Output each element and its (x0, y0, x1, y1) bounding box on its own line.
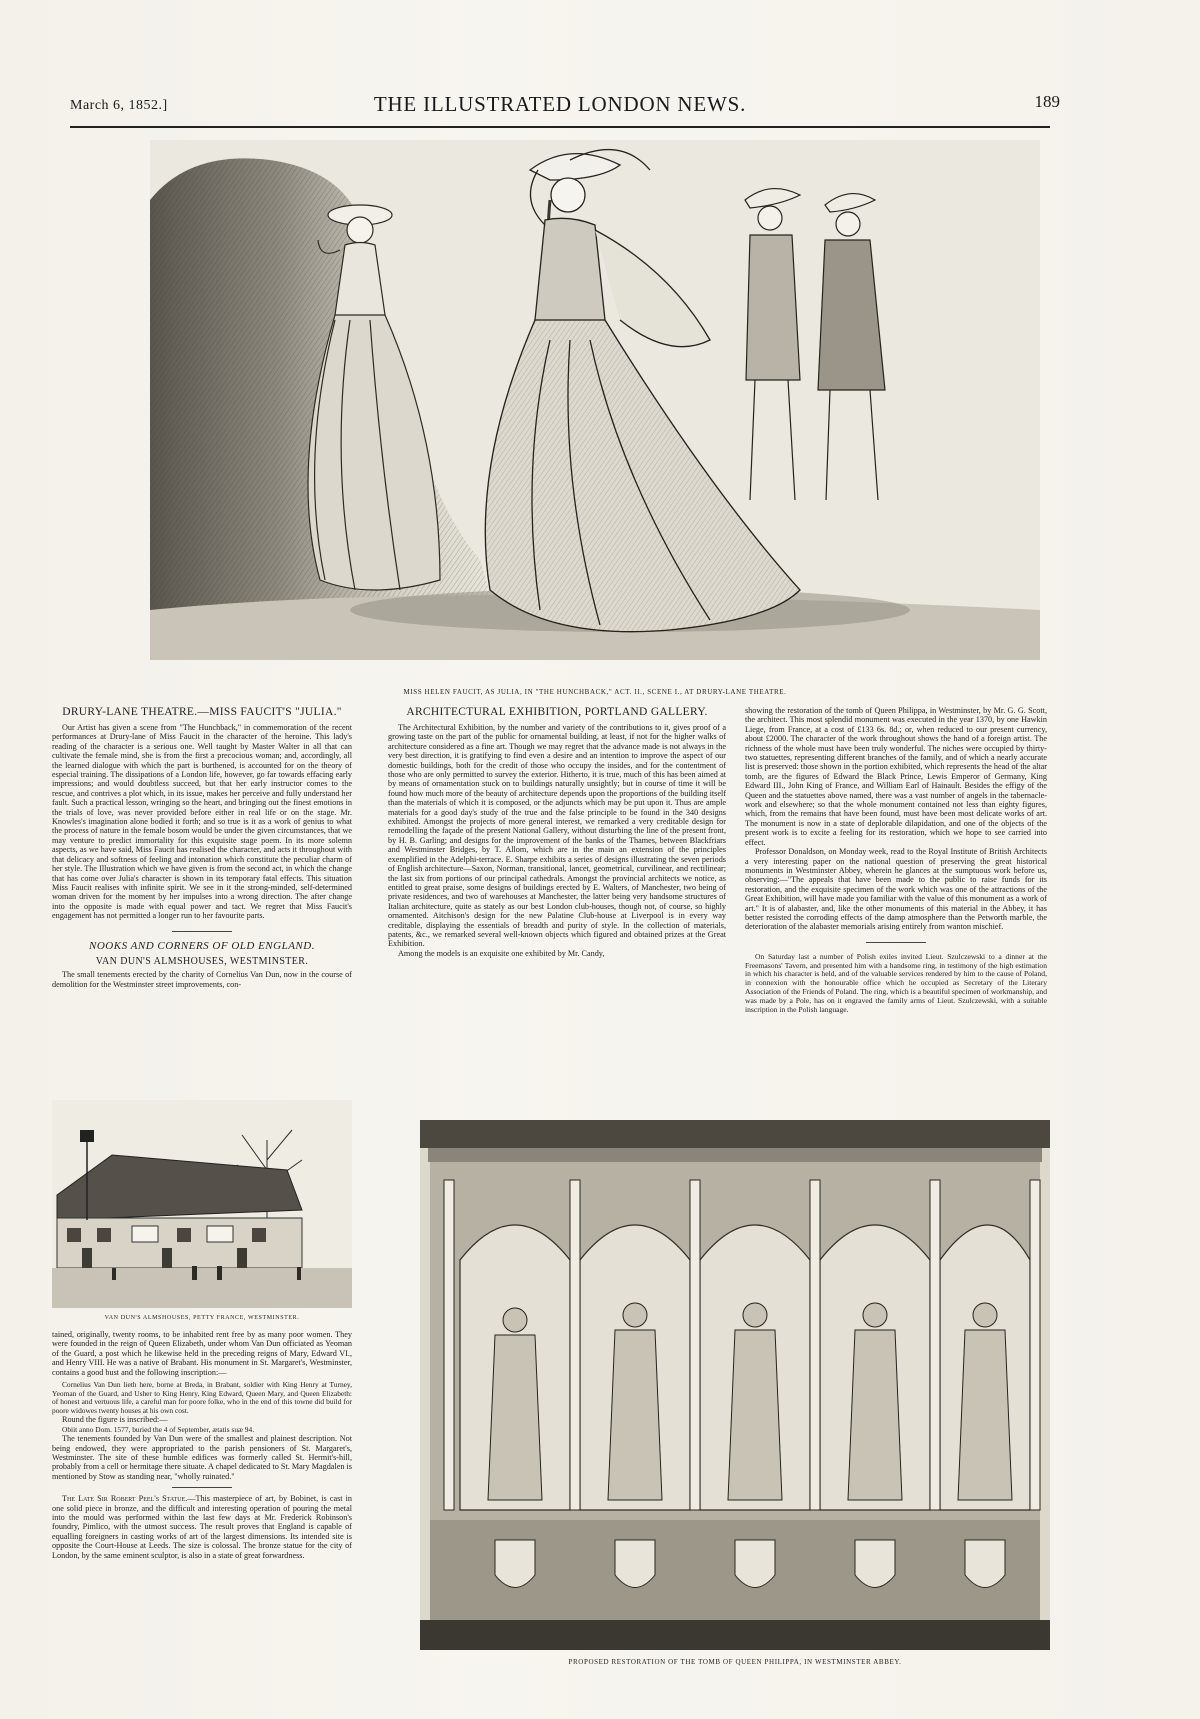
julia-engraving (150, 140, 1040, 660)
column-1-continued (52, 1330, 352, 1560)
van-dun-continued: tained, originally, twenty rooms, to be inhabited rent free by as many poor women. They were founded in the reign of Queen Elizabeth, under whom Van Dun officiated as Yeoman of the Guard, a post which he likewise held in the preceding reigns of Mary, Edward VI., and Henry VIII. He was a native of Brabant. His monument in St. Margaret's, Westminster, contains a good bust and the following inscription:— (52, 1330, 352, 1377)
peel-statue-body: —This masterpiece of art, by Bobinet, is cast in one solid piece in bronze, and the difficult and interesting operation of pouring the metal into the mould was performed within the last few days at Mr. Frederick Robinson's foundry, Pimlico, with the utmost success. The result proves that England is capable of equalling foreigners in casting works of art of the largest dimensions. Its intended site is opposite the Court-House at Leeds. The size is colossal. The bronze statue for the city of London, by the same eminent sculptor, is also in a state of great forwardness. (52, 1494, 353, 1560)
column-1 (52, 706, 352, 989)
almshouses-caption: VAN DUN'S ALMSHOUSES, PETTY FRANCE, WESTMINSTER. (104, 1315, 300, 1321)
tomb-caption: PROPOSED RESTORATION OF THE TOMB OF QUEEN PHILIPPA, IN WESTMINSTER ABBEY. (568, 1658, 902, 1666)
donaldson-text: Professor Donaldson, on Monday week, read to the Royal Institute of British Architects a very interesting paper on the national question of preserving the great historical monuments in Westminster Abbey, wherein he glances at the sumptuous work before us, observing:—"The appeals that have been made to the public to raise funds for its restoration, and the exquisite specimen of the work which was one of the attractions of the Great Exhibition, will have made you familiar with the value of this monument as a work of art." It is of alabaster, and, like the other monuments of this material in the Abbey, it has better resisted the corroding effects of the damp atmosphere than the Petworth marble, the deterioration of the alabaster memorials arising entirely from wanton mischief. (745, 847, 1047, 932)
tomb-description: showing the restoration of the tomb of Queen Philippa, in Westminster, by Mr. G. G. Scott, the architect. This most splendid monument was executed in the year 1370, by one Hawkin Liege, from France, at a cost of £133 6s. 8d.; or, when reduced to our present currency, about £2000. The character of the work throughout shows the hand of a foreign artist. The richness of the whole must have been truly wonderful. The niches were occupied by thirty-two statuettes, representing different branches of the family, and of which a nearly accurate list is preserved: those shown in the portion exhibited, which represents the head of the altar tomb, are the figures of Edward the Black Prince, Lewis Emperor of Germany, King Edward III., John King of France, and William Earl of Hainault. Besides the effigy of the Queen and the statuettes above named, there was a vast number of angels in the tabernacle-work and elsewhere; so that the whole monument contained not less than eighty figures, which, from the remains that have been found, must have been most delicate works of art. The monument is now in a state of deplorable dilapidation, and one of the objects of the present work is to excite a feeling for its restoration, which we hope to see carried into effect. (745, 706, 1047, 847)
obit-text: Obiit anno Dom. 1577, buried the 4 of September, ætatis suæ 94. (62, 1424, 255, 1434)
models-text: Among the models is an exquisite one exhibited by Mr. Candy, (398, 948, 605, 958)
tenements-text: The tenements founded by Van Dun were of the smallest and plainest description. Not being endowed, they were appropriated to the parish pensioners of St. Margaret's, Westminster. The site of these humble edifices was formerly called St. Hermit's-hill, probably from a cell or hermitage there situate. A chapel dedicated to St. Mary Magdalen is mentioned by Stow as standing near, "wholly ruinated." (52, 1434, 352, 1481)
julia-caption: MISS HELEN FAUCIT, AS JULIA, IN "THE HUNCHBACK," ACT. II., SCENE I., AT DRURY-LANE THEATRE. (403, 688, 787, 696)
van-dun-intro: The small tenements erected by the charity of Cornelius Van Dun, now in the course of demolition for the Westminster street improvements, con- (52, 970, 352, 989)
column-3 (745, 706, 1047, 1014)
round-figure-text: Round the figure is inscribed:— (62, 1415, 168, 1425)
peel-statue-lead: The Late Sir Robert Peel's Statue. (62, 1494, 188, 1504)
column-2 (388, 706, 726, 958)
polish-exiles-text: On Saturday last a number of Polish exiles invited Lieut. Szulczewski to a dinner at the Freemasons' Tavern, and presented him with a handsome ring, in testimony of the high estimation in which his character is held, and of the valuable services rendered by him to the cause of Poland, in connexion with the honourable office which he occupied as Secretary of the Literary Association of the Friends of Poland. The ring, which is a beautiful specimen of workmanship, and was made by a Pole, has on it engraved the family arms of Lieut. Szulczewski, with a suitable inscription in the Polish language. (745, 951, 1047, 1014)
drury-lane-body: Our Artist has given a scene from "The Hunchback," in commemoration of the recent performances at Drury-lane of Miss Faucit in the character of the heroine. This lady's reading of the character is a serious one. Well taught by Master Walter in all that can cultivate the female mind, she is from the first a precocious woman; and, accordingly, all the learned dialogue with which the part is burthened, is accounted for on the theory of especial training. The dissipations of a London life, however, go far towards effacing early impressions; and would doubtless succeed, but that her early instructor comes to the rescue, and contrives a plot which, in its issue, makes her perceive and fully understand her fault. Such a practical lesson, wringing so the heart, and bringing out the finest emotions in the trials of love, was never provided before either in real life or on the stage. Mr. Knowles's imagination alone bodied it forth; and so true is it as a work of genius to what the process of nature in the female bosom would be under the given circumstances, that we may venture to predict immortality for this exquisite stage poem. In its more solemn aspects, as we have said, Miss Faucit has realised the character, and acts it throughout with that delicacy and softness of feeling and intonation which constitute the peculiar charm of her style. The Illustration which we have given is from the second act, in which the change that has come over Julia's character is shown in its temporary fatal effects. This situation Miss Faucit realises with infinite spirit. We see in it the strong-minded, self-determined woman driven for the moment by her impulses into a wrong direction. The after change into the opposite is made with equal power and tact. We regret that Miss Faucit's engagement has not permitted a longer run to her favourite parts. (52, 723, 352, 921)
issue-date: March 6, 1852.] (70, 98, 168, 113)
almshouses-engraving (52, 1100, 352, 1308)
section-divider-3 (866, 942, 926, 943)
julia-engraving-drawing (150, 140, 1040, 660)
peel-statue-text (52, 1494, 352, 1560)
page-number: 189 (1034, 92, 1060, 111)
tomb-drawing (420, 1120, 1050, 1650)
architectural-headline: ARCHITECTURAL EXHIBITION, PORTLAND GALLERY. (406, 706, 708, 718)
nooks-headline: NOOKS AND CORNERS OF OLD ENGLAND. (89, 939, 315, 952)
newspaper-title: THE ILLUSTRATED LONDON NEWS. (373, 92, 747, 116)
van-dun-headline: VAN DUN'S ALMSHOUSES, WESTMINSTER. (95, 955, 309, 967)
drury-lane-headline: DRURY-LANE THEATRE.—MISS FAUCIT'S "JULIA." (62, 706, 342, 718)
van-dun-inscription: Cornelius Van Dun lieth here, borne at Breda, in Brabant, soldier with King Henry at Turney, Yeoman of the Guard, and Usher to King Henry, King Edward, Queen Mary, and Queen Elizabeth: of honest and vertuous life, a careful man for poore folke, who in the end of this towne did build for poore widowes twenty houses at his own cost. (52, 1380, 352, 1415)
masthead (70, 92, 1060, 128)
section-divider-2 (172, 1487, 232, 1488)
tomb-engraving (420, 1120, 1050, 1650)
section-divider (172, 931, 232, 932)
almshouses-drawing (52, 1100, 352, 1308)
architectural-body: The Architectural Exhibition, by the number and variety of the contributions to it, gives proof of a growing taste on the part of the public for ornamental building, at least, if not for the higher walks of architecture considered as a fine art. Though we may regret that the advance made is not always in the very best direction, it is gratifying to find even a desire and an intention to improve the aspect of our domestic buildings, both for the credit of those who occupy the insides, and for the contentment of those who are only permitted to survey the exterior. Hitherto, it is true, much of this has been aimed at by means of ornamentation stuck on to buildings naturally unsightly; but in course of time it will be found how much more of the beauty of architecture depends upon the proportions of the building itself than the materials of which it is composed, or the adjuncts which may be put upon it. Thus are ample materials for a good day's study of the true and the false principle to be found in the 340 designs exhibited. Amongst the projects of more general interest, we remarked a very creditable design for remodelling the façade of the present National Gallery, without disturbing the line of the present front, by H. B. Garling; and designs for the improvement of the banks of the Thames, between Blackfriars and Westminster Bridges, by T. Allom, which are in the main an extension of the principles exemplified in the Adelphi-terrace. E. Sharpe exhibits a series of designs illustrating the seven periods of English architecture—Saxon, Norman, transitional, lancet, geometrical, curvilinear, and rectilinear; the last six from portions of our principal cathedrals. Amongst the provincial architects we notice, as entitled to great praise, some designs of buildings erected by E. Walters, of Manchester, two being of private residences, and two of warehouses at Manchester, the latter being very handsome structures of Italian architecture, quite as stately as our best London club-houses, though not, of course, so highly ornamented. Aitchison's design for the new Palatine Club-house at Liverpool is in every way creditable, displaying the essentials of breadth and purity of style. In the collection of materials, patents, &c., we remarked several well-known objects which figured and obtained prizes at the Great Exhibition. (388, 723, 726, 949)
